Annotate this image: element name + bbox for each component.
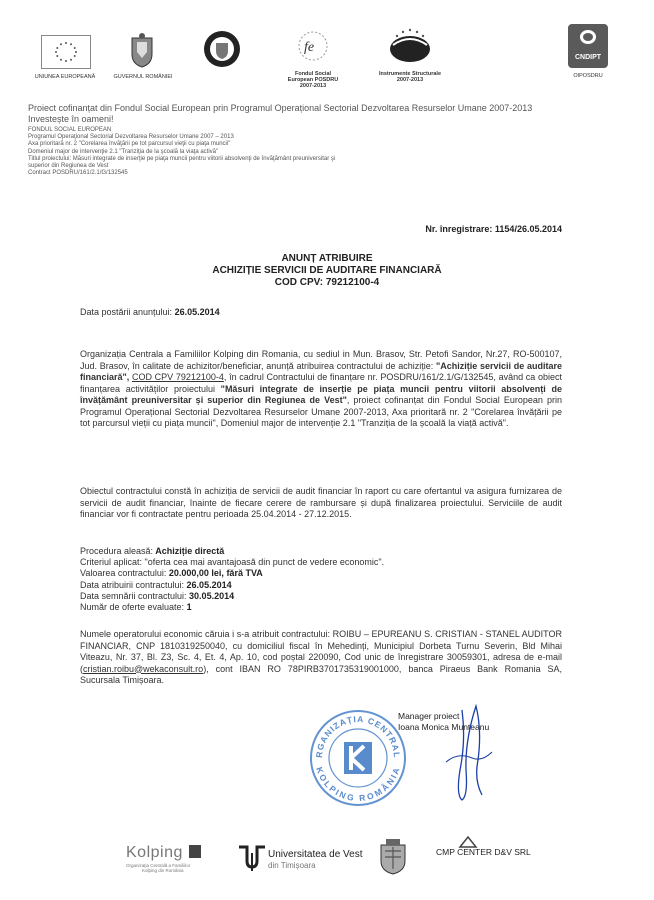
detail-row [80,580,560,591]
detail-label: Valoarea contractului: [80,568,167,579]
detail-label: Data atribuirii contractului: [80,579,185,590]
structural-instruments-icon [387,27,433,65]
kolping-stamp [308,708,408,808]
detail-label: Număr de oferte evaluate: [80,602,185,613]
cmp-footer-logo [436,847,531,857]
cmp-name: CMP CENTER D&V SRL [436,847,531,857]
stamp-bottom-text: KOLPING ROMÂNIA [314,765,402,804]
registration-number: Nr. înregistrare: 1154/26.05.2014 [425,224,562,234]
fse-line: Titlul proiectului: Măsuri integrate de inserţie pe piaţa muncii pentru viitorii absolvenţi de învăţământ preuniversitar şi [28,155,336,162]
award-text-1: Organizația Centrala a Familiilor Kolping din Romania, cu sediul in Mun. Brasov, Str. Petofi Sandor, Nr.27, RO-500107, Jud. Brasov, în calitate de achizitor/beneficiar, anunță atribuirea contractului de achiziție: [80,349,562,371]
contractor-paragraph [80,629,562,687]
fse-line: superior din Regiunea de Vest [28,163,109,170]
uvt-emblem-icon [237,845,267,878]
kolping-k-icon [189,845,201,858]
project-note-line1: Proiect cofinanțat din Fondul Social European prin Programul Operațional Sectorial Dezvoltarea Resurselor Umane 2007-2013 [28,103,533,113]
award-cpv-code: COD CPV 79212100-4 [131,372,224,382]
detail-label: Criteriul aplicat: [80,557,143,568]
fse-line: Contract POSDRU/161/2.1/G/132545 [28,170,128,177]
svg-text:fe: fe [304,40,315,55]
contractor-text-2: ), cont IBAN RO 78PIRB3701735319001000, banca Piraeus Bank Romania SA, Sucursala Timișoara. [80,663,562,685]
contract-details [80,546,560,613]
fse-line: Axa prioritară nr. 2 "Corelarea învăţării pe tot parcursul vieţii cu piaţa muncii" [28,141,231,148]
manager-name: Ioana Monica Munteanu [398,722,490,732]
award-text-3: , proiect cofinanțat din Fondul Social European prin Programul Operațional Sectorial Dezvoltarea Resurselor Umane 2007-2013, Axa prioritară nr. 2 "Corelarea învățării pe tot parcursul vieții cu piața muncii", Domeniul major de intervenție 2.1 "Tranziția de la școală la viață activă". [80,395,562,428]
cmp-emblem-icon [458,835,478,853]
detail-label: Data semnării contractului: [80,590,187,601]
detail-row [80,602,560,613]
fse-logo-icon [295,30,331,62]
kolping-sub2: Kolping din România [142,868,184,873]
posting-date [80,307,220,317]
detail-row [80,568,560,579]
detail-value: 1 [184,602,192,613]
manager-role: Manager proiect [398,711,460,721]
detail-value: 26.05.2014 [184,579,232,590]
fse-line: FONDUL SOCIAL EUROPEAN [28,127,112,133]
logo-caption-fse: Fondul Social European POSDRU 2007-2013 [287,71,339,89]
cndipt-badge-text: CNDIPT [574,54,602,61]
kolping-sub1: Organizaţia Centrală a Familiilor [126,863,191,868]
logo-caption-structural: Instrumente Structurale 2007-2013 [378,71,442,83]
project-note-line2: Investește în oameni! [28,114,114,124]
cndipt-logo [568,24,608,68]
detail-row [80,546,560,557]
detail-row [80,557,560,568]
cndipt-mark-icon [580,30,596,44]
award-paragraph [80,349,562,430]
contractor-text-1: Numele operatorului economic căruia i s-a atribuit contractului: ROIBU – EPUREANU S. CRISTIAN - STANEL AUDITOR FINANCIAR, CNP 1810319250040, cu domiciliul fiscal în Mehedinți, Municipiul Dorbeta Turnu Severin, Bld Mihai Viteazu, Nr. 37, Bl. Z3, Sc. 4, Et. 4, Ap. 10, cod poștal 220090, Cod unic de înregistrare 30059301, adresa de e-mail ( [80,629,562,674]
fse-program-block [28,127,488,177]
title-line2: ACHIZIȚIE SERVICII DE AUDITARE FINANCIARĂ [212,265,442,276]
round-seal-icon [203,30,241,68]
fse-line: Domeniul major de intervenţie 2.1 "Tranziţia de la şcoală la viaţa activă" [28,148,219,155]
logo-caption-oiposdru: OIPOSDRU [573,73,603,79]
eu-flag-icon [41,35,91,69]
detail-value: Achiziție directă [153,546,225,556]
contract-object-paragraph: Obiectul contractului constă în achiziția de servicii de audit financiar în raport cu care ofertantul va asigura furnizarea de servicii de audit financiar, înainte de fiecare cerere de rambursare și după finalizarea proiectului. Serviciile de audit financiar vor fi contractate pentru perioada 25.04.2014 - 27.12.2015. [80,486,562,519]
title-line3: COD CPV: 79212100-4 [274,277,380,288]
award-text-2: , în cadrul Contractului de finanțare nr. POSDRU/161/2.1/G/132545, având ca obiect finanțarea activităților proiectului [80,372,562,394]
logo-caption-eu: UNIUNEA EUROPEANĂ [34,74,96,80]
posting-date-label: Data postării anunțului: [80,307,173,317]
announcement-title [0,253,654,289]
fse-line: Programul Operaţional Sectorial Dezvoltarea Resurselor Umane 2007 – 2013 [28,134,234,141]
project-cofinancing-note [28,103,628,125]
project-title-bold: "Măsuri integrate de inserție pe piața muncii pentru viitorii absolvenți de învățământ preuniversitar și superior din Regiunea de Vest" [80,383,562,405]
kolping-wordmark: Kolping [126,844,183,861]
stamp-top-text: RGANIZAȚIA CENTRAL [313,713,403,759]
contractor-email-link[interactable]: cristian.roibu@wekaconsult.ro [83,663,204,674]
kolping-k-logo-icon [344,742,372,774]
kolping-footer-logo [126,844,201,873]
detail-label: Procedura aleasă: [80,546,154,556]
award-object-bold: "Achiziție servicii de auditare financiară", [80,360,562,382]
logo-caption-government: GUVERNUL ROMÂNIEI [113,74,173,80]
detail-value: "oferta cea mai avantajoasă din punct de vedere economic". [142,557,385,568]
detail-row [80,591,560,602]
uvt-line1: Universitatea de Vest [268,849,363,860]
detail-value: 20.000,00 lei, fără TVA [166,568,263,579]
crest-footer-icon [378,837,408,880]
romania-coat-of-arms-icon [129,32,155,68]
title-line1: ANUNȚ ATRIBUIRE [281,253,373,264]
header-logos [0,0,654,90]
footer-logos [0,835,654,885]
handwritten-signature [432,700,502,810]
posting-date-value: 26.05.2014 [174,307,220,317]
detail-value: 30.05.2014 [186,590,235,601]
uvt-line2: din Timișoara [268,861,316,870]
